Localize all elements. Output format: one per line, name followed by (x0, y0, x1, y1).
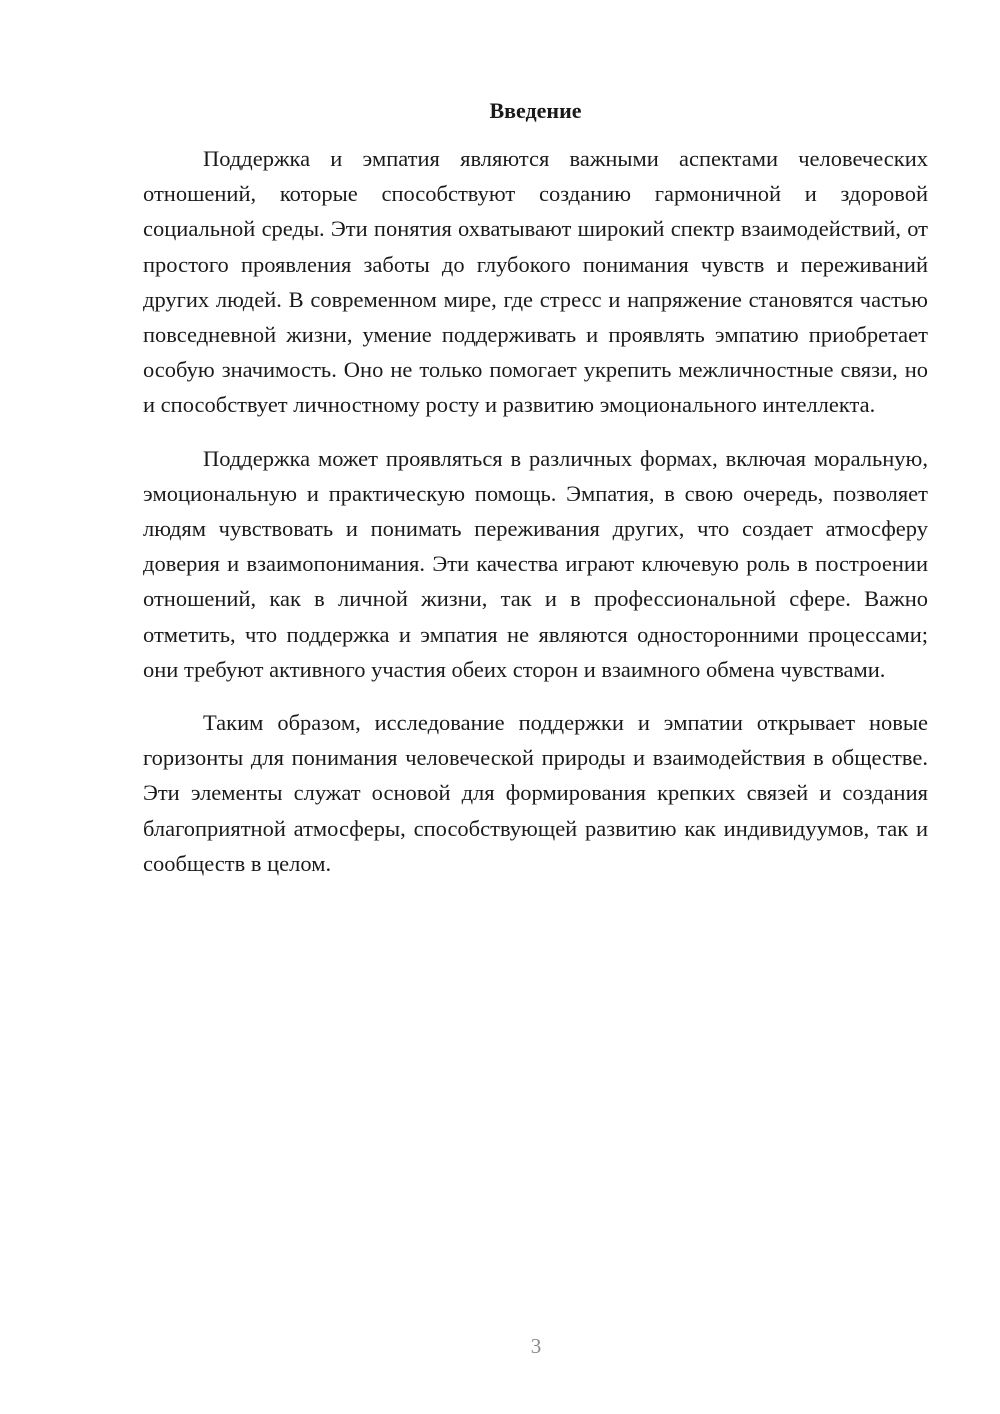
paragraph-2: Поддержка может проявляться в различных формах, включая моральную, эмоциональную и практическую помощь. Эмпатия, в свою очередь, позволяет людям чувствовать и понимать переживания других, что создает атмосферу доверия и взаимопонимания. Эти качества играют ключевую роль в построении отношений, как в личной жизни, так и в профессиональной сфере. Важно отметить, что поддержка и эмпатия не являются односторонними процессами; они требуют активного участия обеих сторон и взаимного обмена чувствами. (143, 445, 928, 682)
section-heading: Введение (489, 98, 582, 123)
paragraph-1: Поддержка и эмпатия являются важными аспектами человеческих отношений, которые способствуют созданию гармоничной и здоровой социальной среды. Эти понятия охватывают широкий спектр взаимодействий, от простого проявления заботы до глубокого понимания чувств и переживаний других людей. В современном мире, где стресс и напряжение становятся частью повседневной жизни, умение поддерживать и проявлять эмпатию приобретает особую значимость. Оно не только помогает укрепить межличностные связи, но и способствует личностному росту и развитию эмоционального интеллекта. (143, 146, 928, 418)
page-number: 3 (530, 1334, 542, 1358)
body-text (143, 141, 928, 881)
paragraph-3: Таким образом, исследование поддержки и эмпатии открывает новые горизонты для понимания человеческой природы и взаимодействия в обществе. Эти элементы служат основой для формирования крепких связей и создания благоприятной атмосферы, способствующей развитию как индивидуумов, так и сообществ в целом. (143, 710, 928, 876)
